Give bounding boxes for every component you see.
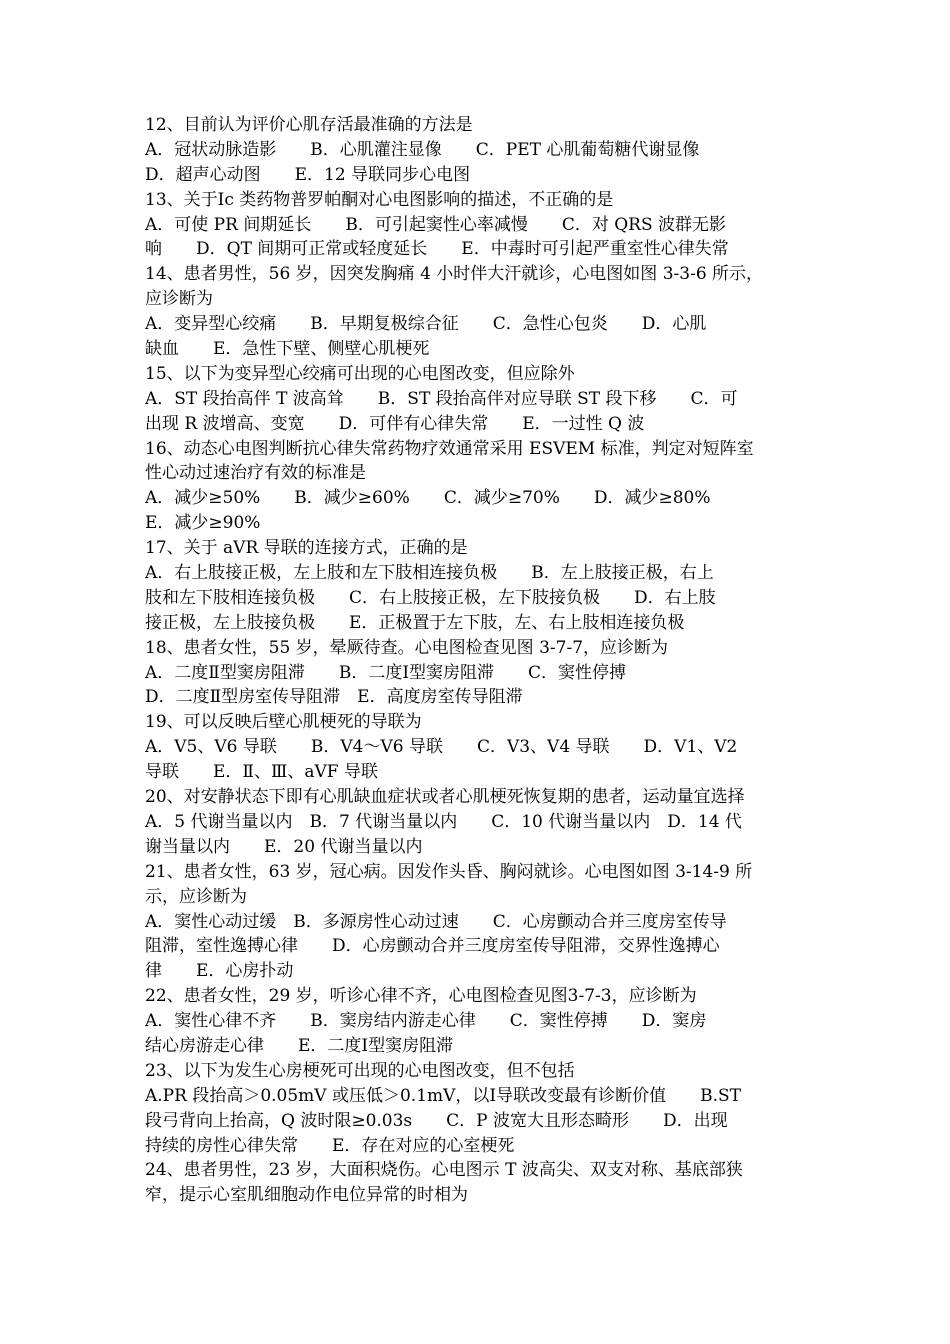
text-line: 性心动过速治疗有效的标准是	[145, 463, 366, 484]
text-line: 缺血 E．急性下壁、侧壁心肌梗死	[145, 339, 430, 360]
text-line: 15、以下为变异型心绞痛可出现的心电图改变，但应除外	[145, 363, 575, 384]
text-line: 14、患者男性，56 岁，因突发胸痛 4 小时伴大汗就诊，心电图如图 3-3-6 所示，	[145, 264, 764, 285]
text-line: A.PR 段抬高＞0.05mV 或压低＞0.1mV，以Ⅰ导联改变最有诊断价值 B.ST	[145, 1085, 742, 1106]
text-line: 肢和左下肢相连接负极 C．右上肢接正极，左下肢接负极 D．右上肢	[145, 587, 716, 608]
text-line: A．变异型心绞痛 B．早期复极综合征 C．急性心包炎 D．心肌	[145, 314, 707, 335]
text-line: A．窦性心动过缓 B．多源房性心动过速 C．心房颤动合并三度房室传导	[145, 911, 727, 932]
text-line: 18、患者女性，55 岁，晕厥待查。心电图检查见图 3-7-7，应诊断为	[145, 637, 669, 658]
text-line: A．可使 PR 间期延长 B．可引起窦性心率减慢 C．对 QRS 波群无影	[145, 214, 727, 235]
text-line: A．5 代谢当量以内 B．7 代谢当量以内 C．10 代谢当量以内 D．14 代	[145, 811, 742, 832]
text-line: A．二度Ⅱ型窦房阻滞 B．二度Ⅰ型窦房阻滞 C．窦性停搏	[145, 662, 627, 683]
text-line: A．减少≥50% B．减少≥60% C．减少≥70% D．减少≥80%	[145, 488, 711, 509]
text-line: 16、动态心电图判断抗心律失常药物疗效通常采用 ESVEM 标准，判定对短阵室	[145, 438, 754, 459]
text-line: D．二度Ⅱ型房室传导阻滞 E．高度房室传导阻滞	[145, 687, 523, 708]
text-line: 响 D．QT 间期可正常或轻度延长 E．中毒时可引起严重室性心律失常	[145, 239, 729, 260]
text-line: 接正极，左上肢接负极 E．正极置于左下肢，左、右上肢相连接负极	[145, 612, 685, 633]
text-line: 段弓背向上抬高，Q 波时限≥0.03s C．P 波宽大且形态畸形 D．出现	[145, 1110, 728, 1131]
text-line: D．超声心动图 E．12 导联同步心电图	[145, 164, 471, 185]
text-line: 17、关于 aVR 导联的连接方式，正确的是	[145, 538, 468, 559]
text-line: 持续的房性心律失常 E．存在对应的心室梗死	[145, 1135, 515, 1156]
text-line: 结心房游走心律 E．二度Ⅰ型窦房阻滞	[145, 1035, 454, 1056]
text-line: A．窦性心律不齐 B．窦房结内游走心律 C．窦性停搏 D．窦房	[145, 1011, 707, 1032]
text-line: 示，应诊断为	[145, 886, 247, 907]
text-line: 19、可以反映后壁心肌梗死的导联为	[145, 712, 422, 733]
text-line: 20、对安静状态下即有心肌缺血症状或者心肌梗死恢复期的患者，运动量宜选择	[145, 787, 745, 808]
text-line: 应诊断为	[145, 289, 213, 310]
text-line: 出现 R 波增高、变宽 D．可伴有心律失常 E．一过性 Q 波	[145, 413, 645, 434]
text-line: 谢当量以内 E．20 代谢当量以内	[145, 836, 423, 857]
text-line: 21、患者女性，63 岁，冠心病。因发作头昏、胸闷就诊。心电图如图 3-14-9 所	[145, 861, 753, 882]
text-line: 23、以下为发生心房梗死可出现的心电图改变，但不包括	[145, 1060, 575, 1081]
text-line: 律 E．心房扑动	[145, 961, 294, 982]
text-line: 导联 E．Ⅱ、Ⅲ、aVF 导联	[145, 762, 378, 783]
text-line: A．V5、V6 导联 B．V4～V6 导联 C．V3、V4 导联 D．V1、V2	[145, 737, 738, 758]
text-line: 12、目前认为评价心肌存活最准确的方法是	[145, 115, 473, 135]
text-line: 24、患者男性，23 岁，大面积烧伤。心电图示 T 波高尖、双支对称、基底部狭	[145, 1160, 743, 1181]
text-line: 22、患者女性，29 岁，听诊心律不齐，心电图检查见图3-7-3，应诊断为	[145, 986, 697, 1007]
text-line: 阻滞，室性逸搏心律 D．心房颤动合并三度房室传导阻滞，交界性逸搏心	[145, 936, 720, 957]
text-line: 窄，提示心室肌细胞动作电位异常的时相为	[145, 1185, 468, 1206]
text-line: A．冠状动脉造影 B．心肌灌注显像 C．PET 心肌葡萄糖代谢显像	[145, 139, 700, 160]
text-line: A．右上肢接正极，左上肢和左下肢相连接负极 B．左上肢接正极，右上	[145, 563, 714, 584]
text-line: E．减少≥90%	[145, 513, 261, 534]
text-line: 13、关于Ⅰc 类药物普罗帕酮对心电图影响的描述，不正确的是	[145, 189, 614, 210]
question-text-block	[145, 113, 810, 1208]
text-line: A．ST 段抬高伴 T 波高耸 B．ST 段抬高伴对应导联 ST 段下移 C．可	[145, 388, 738, 409]
